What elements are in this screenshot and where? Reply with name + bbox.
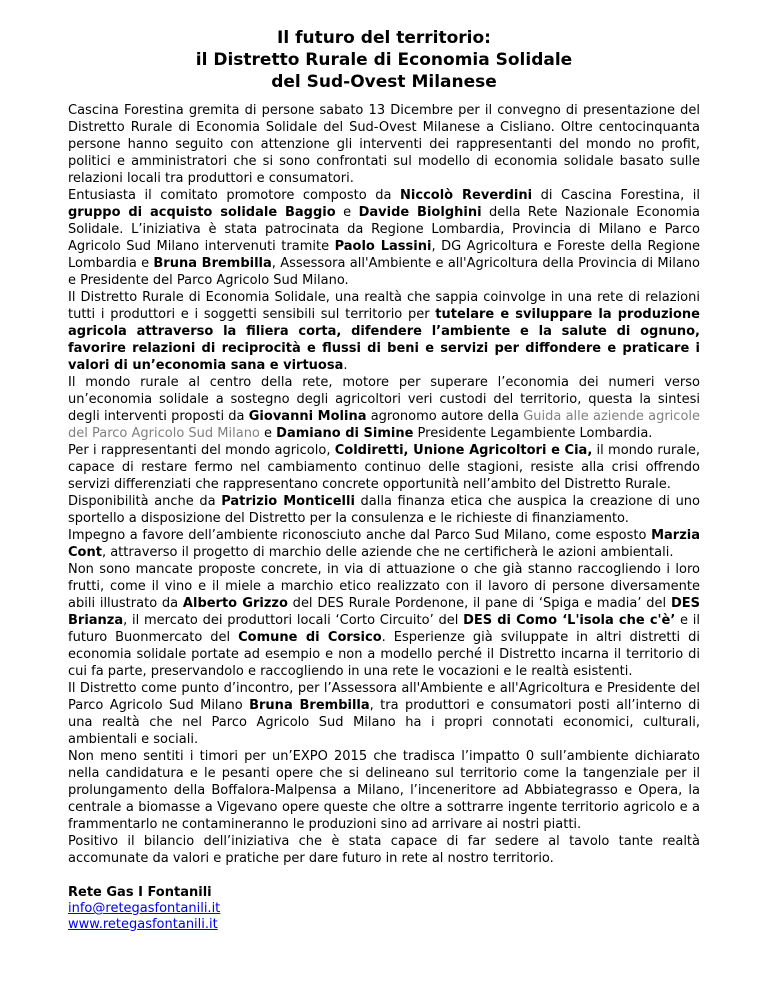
paragraph — [68, 833, 700, 867]
body-text: Per i rappresentanti del mondo agricolo, — [68, 443, 335, 458]
title-line: del Sud-Ovest Milanese — [271, 72, 497, 92]
footer — [68, 884, 700, 933]
body-text: . Esperienze già sviluppate in altri distretti di economia solidale portate ad esempio e non a modello perché il Distretto incarna il territorio di cui fa parte, preservandolo e raccogliendo in una rete le vocazioni e le realtà esistenti. — [68, 630, 700, 679]
body-text: dalla finanza etica che auspica la creazione di uno sportello a disposizione del Distretto per la consulenza e le richieste di finanziamento. — [68, 494, 701, 526]
paragraph — [68, 102, 700, 187]
emphasis-text: Paolo Lassini — [334, 239, 432, 254]
paragraph — [68, 748, 700, 833]
footer-org-name: Rete Gas I Fontanili — [68, 885, 212, 900]
document-title — [68, 27, 700, 93]
body-text: Il mondo rurale al centro della rete, motore per superare l’economia dei numeri verso un’economia solidale a sostegno degli agricoltori veri custodi del territorio, questa la sintesi degli interventi proposti da — [68, 375, 700, 424]
body-text: , Assessora all'Ambiente e all'Agricoltura della Provincia di Milano e Presidente del Parco Agricolo Sud Milano. — [68, 256, 700, 288]
body-text: , attraverso il progetto di marchio delle aziende che ne certificherà le azioni ambientali. — [101, 545, 674, 560]
body-text: il mondo rurale, capace di restare fermo nel cambiamento continuo delle stagioni, resiste alla crisi offrendo servizi differenziati che rappresentano concrete opportunità nell’ambito del Distretto Rurale. — [68, 443, 700, 492]
body-text: Positivo il bilancio dell’iniziativa che è stata capace di far sedere al tavolo tante realtà accomunate da valori e pratiche per dare futuro in rete al nostro territorio. — [68, 834, 700, 866]
emphasis-text: Comune di Corsico — [238, 630, 382, 645]
body-text: Disponibilità anche da — [68, 494, 222, 509]
body-text: . — [343, 358, 348, 373]
body-text: e — [335, 205, 359, 220]
emphasis-text: Damiano di Simine — [276, 426, 414, 441]
body-text: Entusiasta il comitato promotore composto da — [68, 188, 401, 203]
body-text: Impegno a favore dell’ambiente riconosciuto anche dal Parco Sud Milano, come esposto — [68, 528, 652, 543]
emphasis-text: Coldiretti, Unione Agricoltori e Cia, — [334, 443, 593, 458]
body-text: del DES Rurale Pordenone, il pane di ‘Spiga e madia’ del — [287, 596, 671, 611]
body-text: di Cascina Forestina, il — [532, 188, 700, 203]
body-text: Non meno sentiti i timori per un’EXPO 2015 che tradisca l’impatto 0 sull’ambiente dichiarato nella candidatura e le pesanti opere che si delineano sul territorio come la tangenziale per il prolungamento della Boffalora-Malpensa a Milano, l’inceneritore ad Abbiategrasso e Opera, la centrale a biomasse a Vigevano opere queste che oltre a sottrarre ingente territorio agricolo e a frammentarlo ne contamineranno le produzioni sino ad arrivare ai nostri piatti. — [68, 749, 700, 832]
emphasis-text: Bruna Brembilla — [153, 256, 272, 271]
emphasis-text: Alberto Grizzo — [182, 596, 288, 611]
body-text: , tra produttori e consumatori posti all’interno di una realtà che nel Parco Agricolo Sud Milano ha i propri connotati economici, culturali, ambientali e sociali. — [68, 698, 700, 747]
paragraph — [68, 561, 700, 680]
body-text: della Rete Nazionale Economia Solidale. L’iniziativa è stata patrocinata da Regione Lombardia, Provincia di Milano e Parco Agricolo Sud Milano intervenuti tramite — [68, 205, 701, 254]
emphasis-text: DES Brianza — [68, 596, 700, 628]
body-text: Il Distretto Rurale di Economia Solidale, una realtà che sappia coinvolge in una rete di relazioni tutti i produttori e i soggetti sensibili sul territorio per — [68, 290, 700, 322]
emphasis-text: gruppo di acquisto solidale Baggio — [68, 205, 336, 220]
emphasis-text: tutelare e sviluppare la produzione agricola attraverso la filiera corta, difendere l’ambiente e la salute di ognuno, favorire relazioni di reciprocità e flussi di beni e servizi per diffondere e praticare i valori di un’economia sana e virtuosa — [68, 307, 700, 373]
emphasis-text: Davide Biolghini — [358, 205, 482, 220]
emphasis-text: DES di Como ‘L'isola che c'è’ — [463, 613, 676, 628]
article-body — [68, 102, 700, 867]
paragraph — [68, 493, 700, 527]
body-text: , il mercato dei produttori locali ‘Corto Circuito’ del — [123, 613, 464, 628]
paragraph — [68, 680, 700, 748]
emphasis-text: Niccolò Reverdini — [400, 188, 533, 203]
body-text: e il futuro Buonmercato del — [68, 613, 700, 645]
emphasis-text: Patrizio Monticelli — [221, 494, 355, 509]
body-text: Cascina Forestina gremita di persone sabato 13 Dicembre per il convegno di presentazione del Distretto Rurale di Economia Solidale del Sud-Ovest Milanese a Cisliano. Oltre centocinquanta persone hanno seguito con attenzione gli interventi dei rappresentanti del mondo no profit, politici e amministratori che si sono confrontati sul modello di economia solidale basato sulle relazioni locali tra produttori e consumatori. — [68, 103, 700, 186]
paragraph — [68, 527, 700, 561]
body-text: Il Distretto come punto d’incontro, per l’Assessora all'Ambiente e all'Agricoltura e Presidente del Parco Agricolo Sud Milano — [68, 681, 700, 713]
title-line: Il futuro del territorio: — [277, 28, 491, 48]
body-text: e — [259, 426, 277, 441]
body-text: agronomo autore della — [366, 409, 524, 424]
body-text: , DG Agricoltura e Foreste della Regione Lombardia e — [68, 239, 700, 271]
emphasis-text: Marzia Cont — [68, 528, 700, 560]
paragraph — [68, 442, 700, 493]
footer-email-link[interactable]: info@retegasfontanili.it — [68, 901, 221, 916]
paragraph — [68, 187, 700, 289]
body-text: Presidente Legambiente Lombardia. — [413, 426, 653, 441]
emphasis-text: Giovanni Molina — [248, 409, 367, 424]
title-line: il Distretto Rurale di Economia Solidale — [195, 50, 573, 70]
body-text: Non sono mancate proposte concrete, in via di attuazione o che già stanno raccogliendo i loro frutti, come il vino e il miele a marchio etico realizzato con il lavoro di persone diversamente abili illustrato da — [68, 562, 700, 611]
footer-website-link[interactable]: www.retegasfontanili.it — [68, 917, 218, 932]
emphasis-text: Bruna Brembilla — [249, 698, 370, 713]
paragraph — [68, 289, 700, 374]
paragraph — [68, 374, 700, 442]
publication-title: Guida alle aziende agricole del Parco Agricolo Sud Milano — [68, 409, 701, 441]
